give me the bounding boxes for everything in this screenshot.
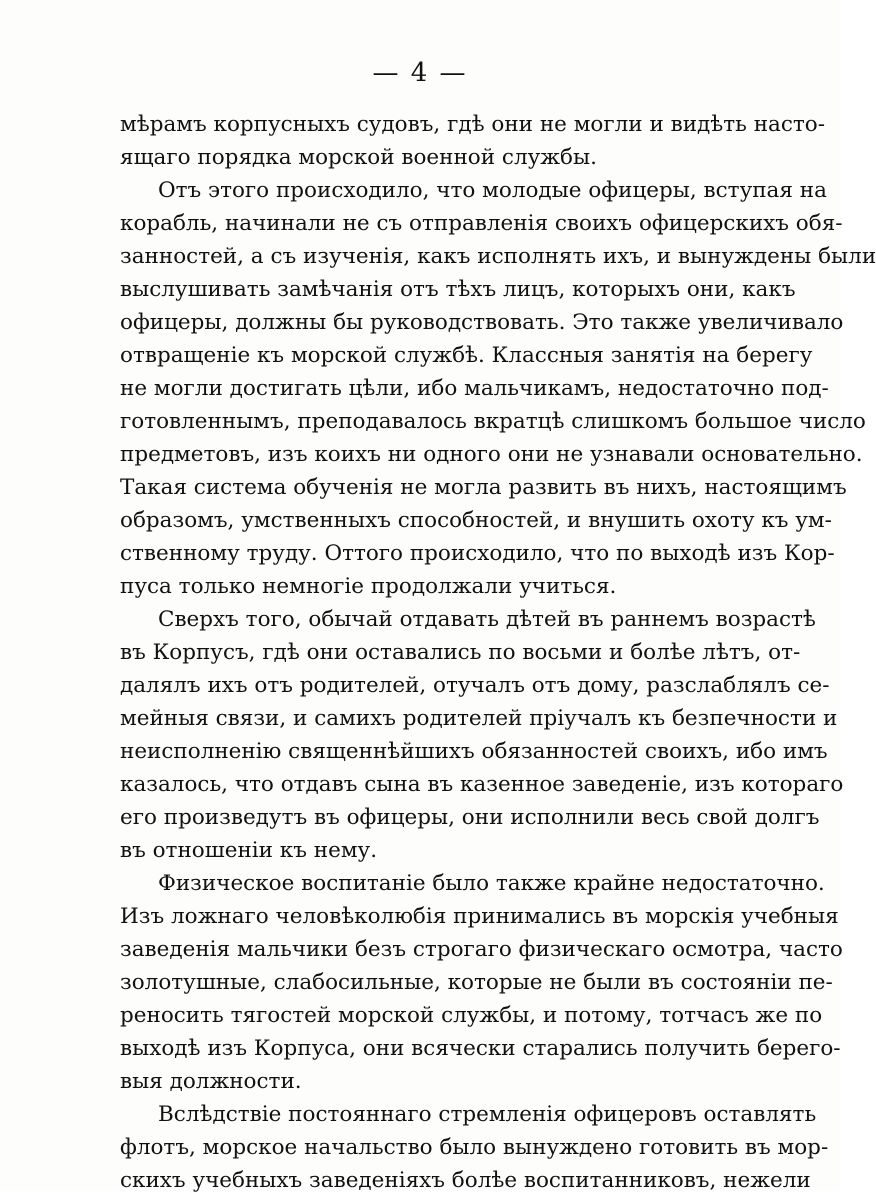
text-line: корабль, начинали не съ отправленія своихъ офицерскихъ обя-: [120, 211, 843, 236]
text-line: Такая система обученія не могла развить въ нихъ, настоящимъ: [120, 475, 847, 500]
text-line: Физическое воспитаніе было также крайне недостаточно.: [158, 871, 825, 896]
text-line: выя должности.: [120, 1069, 302, 1094]
text-line: офицеры, должны бы руководствовать. Это также увеличивало: [120, 310, 844, 335]
text-line: въ Корпусъ, гдѣ они оставались по восьми и болѣе лѣтъ, от-: [120, 640, 801, 665]
text-line: скихъ учебныхъ заведеніяхъ болѣе воспитанниковъ, нежели: [120, 1168, 811, 1193]
text-line: не могли достигать цѣли, ибо мальчикамъ, недостаточно под-: [120, 376, 829, 401]
paragraph: [120, 174, 876, 603]
text-line: мейныя связи, и самихъ родителей пріучалъ къ безпечности и: [120, 706, 838, 731]
text-line: Изъ ложнаго человѣколюбія принимались въ морскія учебныя: [120, 904, 839, 929]
body-text: [120, 108, 876, 1197]
paragraph: [120, 1098, 829, 1197]
text-line: флотъ, морское начальство было вынуждено готовить въ мор-: [120, 1135, 829, 1160]
paragraph: [120, 867, 843, 1098]
text-line: Отъ этого происходило, что молодые офицеры, вступая на: [158, 178, 827, 203]
text-line: казалось, что отдавъ сына въ казенное заведеніе, изъ котораго: [120, 772, 844, 797]
text-line: реносить тягостей морской службы, и потому, тотчасъ же по: [120, 1003, 823, 1028]
text-line: занностей, а съ изученія, какъ исполнять ихъ, и вынуждены были: [120, 244, 876, 269]
text-line: выслушивать замѣчанія отъ тѣхъ лицъ, которыхъ они, какъ: [120, 277, 796, 302]
paragraph: [120, 108, 825, 174]
text-line: ственному труду. Оттого происходило, что по выходѣ изъ Кор-: [120, 541, 835, 566]
text-line: золотушные, слабосильные, которые не были въ состояніи пе-: [120, 970, 833, 995]
text-line: Вслѣдствіе постояннаго стремленія офицеровъ оставлять: [158, 1102, 817, 1127]
text-line: мѣрамъ корпусныхъ судовъ, гдѣ они не могли и видѣть насто-: [120, 112, 825, 137]
text-line: Сверхъ того, обычай отдавать дѣтей въ раннемъ возрастѣ: [158, 607, 816, 632]
text-line: неисполненію священнѣйшихъ обязанностей своихъ, ибо имъ: [120, 739, 828, 764]
text-line: далялъ ихъ отъ родителей, отучалъ отъ дому, разслаблялъ се-: [120, 673, 830, 698]
text-line: въ отношеніи къ нему.: [120, 838, 378, 863]
paragraph: [120, 603, 844, 867]
text-line: образомъ, умственныхъ способностей, и внушить охоту къ ум-: [120, 508, 832, 533]
text-line: предметовъ, изъ коихъ ни одного они не узнавали основательно.: [120, 442, 863, 467]
text-line: ящаго порядка морской военной службы.: [120, 145, 597, 170]
text-line: пуса только немногіе продолжали учиться.: [120, 574, 617, 599]
text-line: отвращеніе къ морской службѣ. Классныя занятія на берегу: [120, 343, 813, 368]
text-line: выходѣ изъ Корпуса, они всячески старались получить берего-: [120, 1036, 841, 1061]
page-number: — 4 —: [372, 58, 468, 88]
text-line: готовленнымъ, преподавалось вкратцѣ слишкомъ большое число: [120, 409, 866, 434]
text-line: его произведутъ въ офицеры, они исполнили весь свой долгъ: [120, 805, 820, 830]
text-line: заведенія мальчики безъ строгаго физическаго осмотра, часто: [120, 937, 843, 962]
